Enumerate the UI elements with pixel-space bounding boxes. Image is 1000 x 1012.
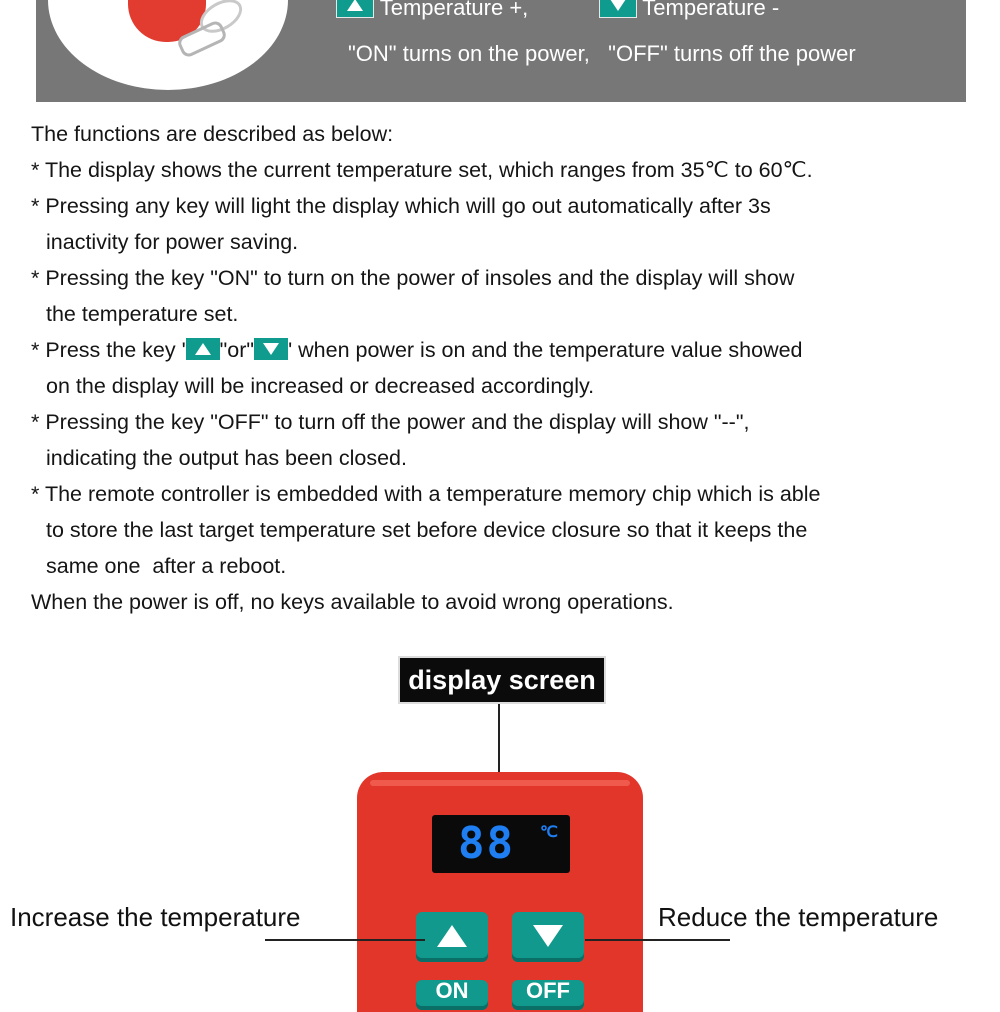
item-on-key-2: the temperature set.: [46, 302, 239, 326]
item-power-saving-2: inactivity for power saving.: [46, 230, 299, 254]
reduce-pointer-line: [585, 939, 730, 941]
item-arrow-keys-1: [31, 332, 991, 368]
increase-label: Increase the temperature: [10, 902, 301, 932]
down-triangle-icon: [609, 0, 627, 12]
function-description: [31, 116, 991, 620]
remote-highlight: [370, 780, 630, 786]
instruction-banner: [36, 0, 966, 102]
up-triangle-icon: [194, 342, 212, 356]
reduce-label: Reduce the temperature: [658, 902, 939, 932]
up-key-icon: [336, 0, 374, 18]
footer-note: When the power is off, no keys available to avoid wrong operations.: [31, 590, 674, 614]
item-memory-chip-1: * The remote controller is embedded with a temperature memory chip which is able: [31, 482, 821, 506]
item-on-key-1: * Pressing the key "ON" to turn on the power of insoles and the display will show: [31, 266, 795, 290]
temp-plus-label: Temperature +,: [379, 0, 529, 20]
display-screen-callout: display screen: [398, 656, 606, 704]
item-arrow-prefix: * Press the key ': [31, 338, 186, 362]
down-triangle-icon: [262, 342, 280, 356]
item-power-saving-1: * Pressing any key will light the display which will go out automatically after 3s: [31, 194, 771, 218]
off-button-label: OFF: [526, 978, 570, 1003]
intro-text: The functions are described as below:: [31, 122, 394, 146]
display-unit: ℃: [540, 824, 558, 841]
inline-down-key: [254, 338, 288, 360]
item-memory-chip-2: to store the last target temperature set before device closure so that it keeps the: [46, 518, 808, 542]
item-memory-chip-3: same one after a reboot.: [46, 554, 287, 578]
item-off-key-2: indicating the output has been closed.: [46, 446, 407, 470]
down-key-icon: [599, 0, 637, 18]
temp-minus-label: Temperature -: [642, 0, 780, 20]
down-triangle-icon: [530, 922, 566, 950]
item-off-key-1: * Pressing the key "OFF" to turn off the power and the display will show "--",: [31, 410, 750, 434]
item-arrow-keys-2: on the display will be increased or decreased accordingly.: [46, 374, 595, 398]
remote-controller: [357, 772, 643, 1012]
off-button[interactable]: [512, 980, 584, 1010]
display-digits: 88: [458, 818, 515, 869]
up-triangle-icon: [434, 922, 470, 950]
power-info: "ON" turns on the power, "OFF" turns off the power: [348, 41, 856, 66]
banner-key-legend: [336, 0, 779, 22]
up-triangle-icon: [346, 0, 364, 12]
on-button[interactable]: [416, 980, 488, 1010]
inline-up-key: [186, 338, 220, 360]
decrease-button[interactable]: [512, 912, 584, 962]
on-button-label: ON: [435, 978, 469, 1003]
item-arrow-or: "or": [219, 338, 255, 362]
increase-button[interactable]: [416, 912, 488, 962]
increase-pointer-line: [265, 939, 425, 941]
item-arrow-suffix: ' when power is on and the temperature value showed: [288, 338, 803, 362]
remote-product-photo: [48, 0, 288, 90]
item-display-range: * The display shows the current temperature set, which ranges from 35℃ to 60℃.: [31, 158, 813, 182]
